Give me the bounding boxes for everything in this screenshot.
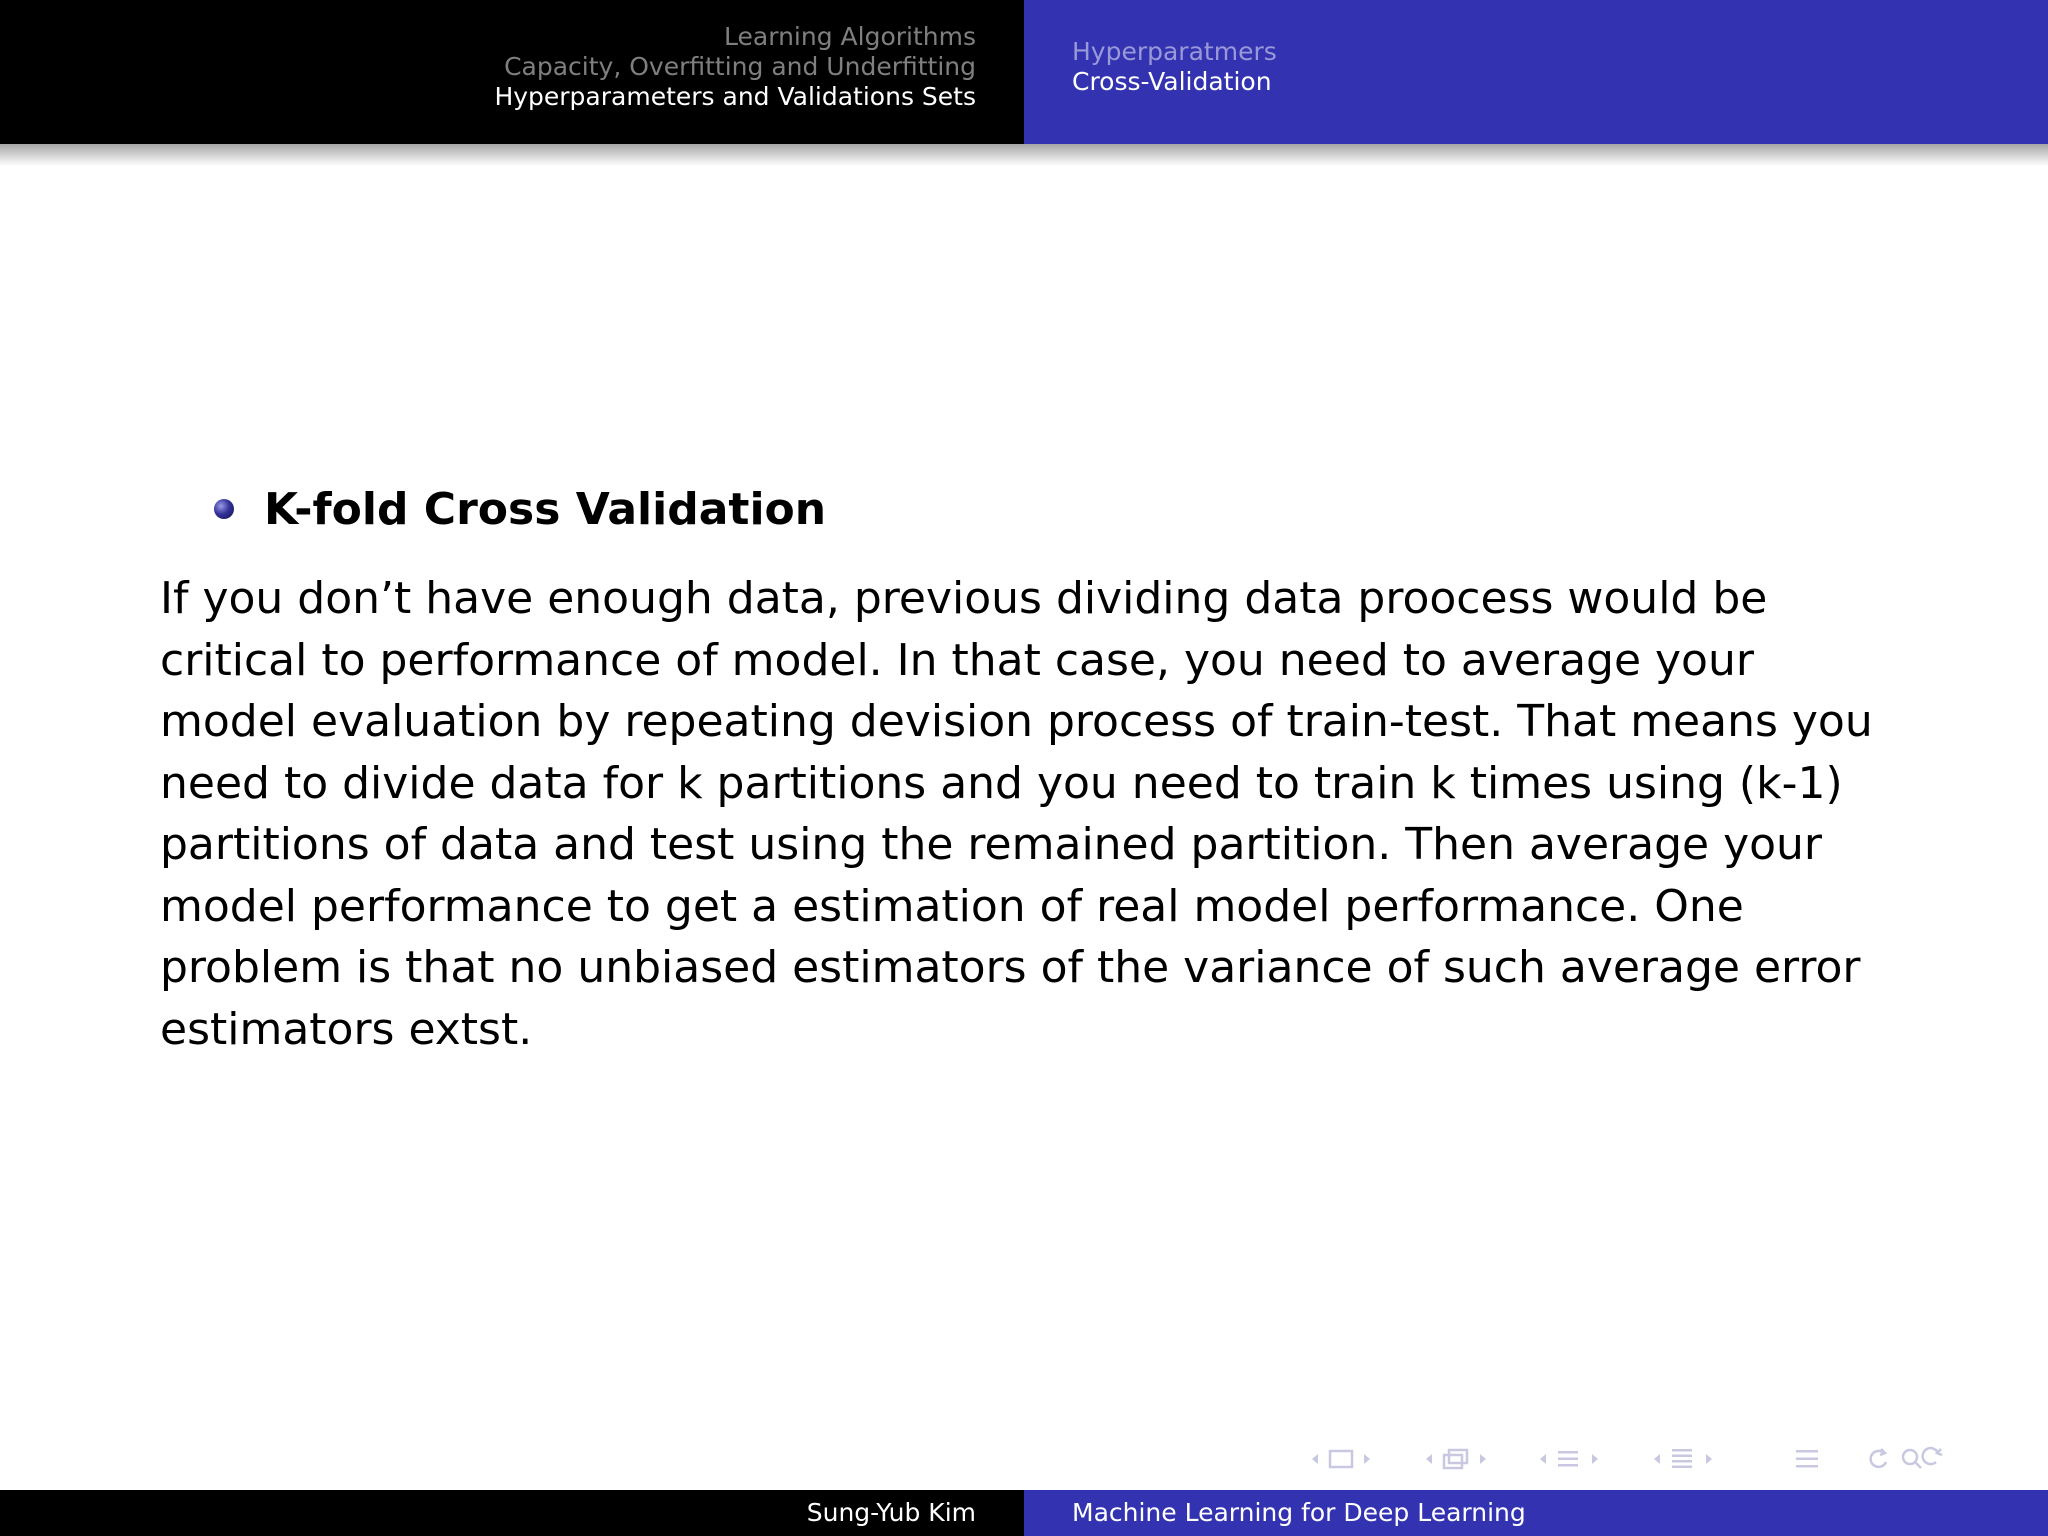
nav-section-icon[interactable] xyxy=(1538,1444,1638,1474)
nav-frame-icon[interactable] xyxy=(1310,1444,1410,1474)
footer-author: Sung-Yub Kim xyxy=(806,1498,976,1527)
beamer-navigation-symbols xyxy=(1310,1444,1978,1474)
subsection-link-cross-validation[interactable]: Cross-Validation xyxy=(1072,67,1272,96)
header-shadow xyxy=(0,144,2048,166)
bullet-title: K-fold Cross Validation xyxy=(264,483,827,535)
bullet-item xyxy=(214,478,826,540)
nav-document-icon[interactable] xyxy=(1652,1444,1752,1474)
header-bar xyxy=(0,0,2048,144)
footer-title: Machine Learning for Deep Learning xyxy=(1072,1498,1526,1527)
footer-author-box xyxy=(0,1490,1024,1536)
nav-subsection-icon[interactable] xyxy=(1424,1444,1524,1474)
section-list xyxy=(494,22,976,112)
footer-title-box xyxy=(1024,1490,2048,1536)
section-link-hyperparameters[interactable]: Hyperparameters and Validations Sets xyxy=(494,82,976,111)
section-navigation xyxy=(0,0,1024,144)
nav-align-icon[interactable] xyxy=(1788,1444,1828,1474)
subsection-navigation xyxy=(1024,0,2048,144)
subsection-link-hyperparameters[interactable]: Hyperparatmers xyxy=(1072,37,1277,66)
nav-search-icon[interactable] xyxy=(1864,1444,1964,1474)
section-link-capacity[interactable]: Capacity, Overfitting and Underfitting xyxy=(504,52,976,81)
body-paragraph: If you don’t have enough data, previous dividing data proocess would be critical to performance of model. In that case, you need to average your model evaluation by repeating devision process of train-test. That means you need to divide data for k partitions and you need to train k times using (k-1) partitions of data and test using the remained partition. Then average your model performance to get a estimation of real model performance. One problem is that no unbiased estimators of the variance of such average error estimators extst. xyxy=(160,573,1873,1055)
bullet-icon xyxy=(214,499,234,519)
section-link-learning-algorithms[interactable]: Learning Algorithms xyxy=(724,22,976,51)
subsection-list xyxy=(1072,37,1277,97)
